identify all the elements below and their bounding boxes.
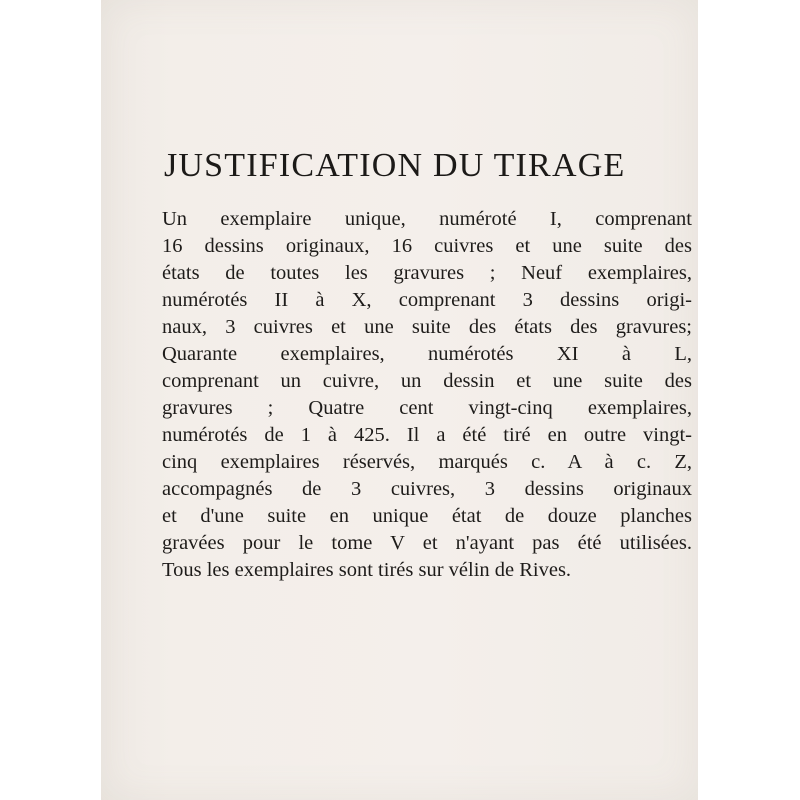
text-line: 16 dessins originaux, 16 cuivres et une suite des — [162, 235, 692, 257]
text-line: cinq exemplaires réservés, marqués c. A à c. Z, — [162, 451, 692, 473]
text-line: naux, 3 cuivres et une suite des états des gravures; — [162, 316, 692, 338]
text-line: numérotés II à X, comprenant 3 dessins origi- — [162, 289, 692, 311]
text-line: Quarante exemplaires, numérotés XI à L, — [162, 343, 692, 365]
text-line: états de toutes les gravures ; Neuf exemplaires, — [162, 262, 692, 284]
text-line: numérotés de 1 à 425. Il a été tiré en outre vingt- — [162, 424, 692, 446]
text-line: Tous les exemplaires sont tirés sur vélin de Rives. — [162, 559, 572, 581]
text-line: comprenant un cuivre, un dessin et une suite des — [162, 370, 692, 392]
text-line: gravées pour le tome V et n'ayant pas été utilisées. — [162, 532, 692, 554]
book-page — [101, 0, 698, 800]
text-line: Un exemplaire unique, numéroté I, comprenant — [162, 208, 692, 230]
justification-text — [162, 206, 692, 584]
page-title: JUSTIFICATION DU TIRAGE — [164, 147, 626, 184]
text-line: gravures ; Quatre cent vingt-cinq exemplaires, — [162, 397, 692, 419]
text-line: accompagnés de 3 cuivres, 3 dessins originaux — [162, 478, 692, 500]
text-line: et d'une suite en unique état de douze planches — [162, 505, 692, 527]
